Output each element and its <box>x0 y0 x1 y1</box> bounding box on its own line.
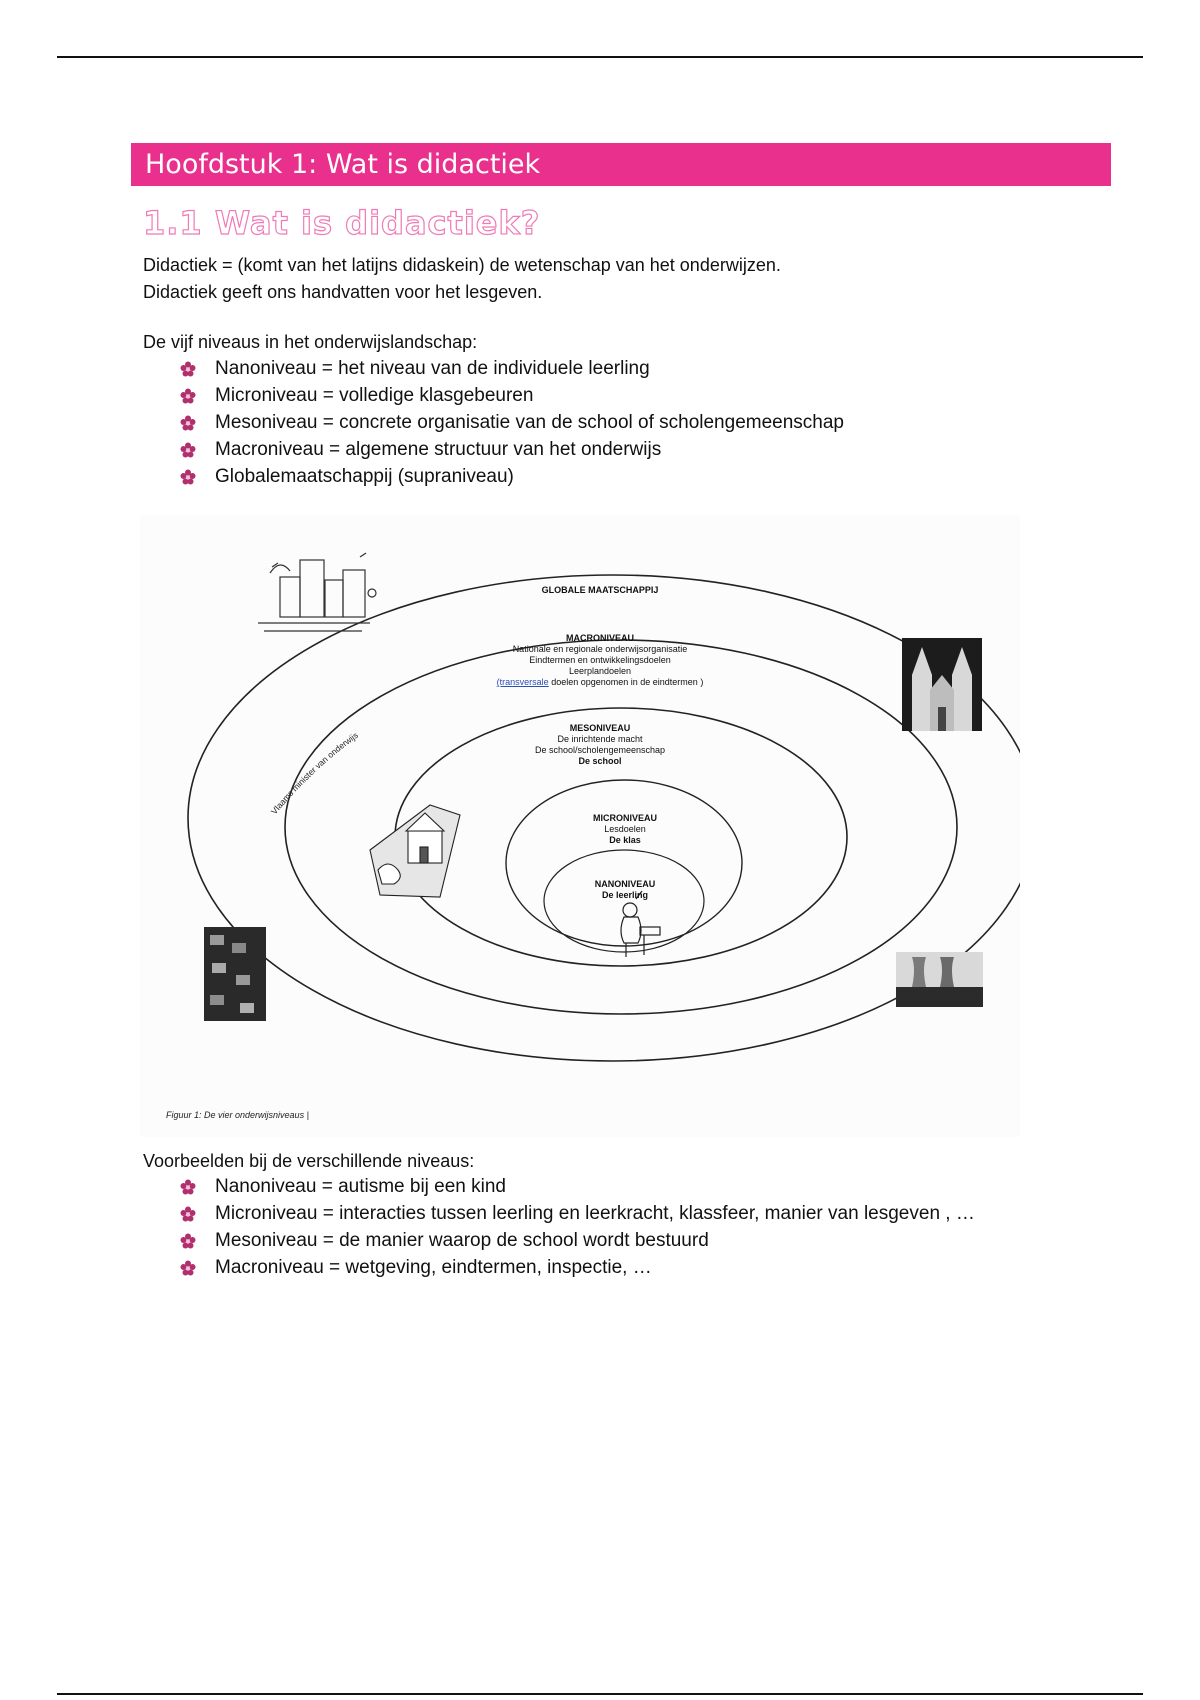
power-plant-photo-icon <box>896 952 983 1007</box>
intro-line-1: Didactiek = (komt van het latijns didaskein) de wetenschap van het onderwijzen. <box>143 255 781 275</box>
levels-list <box>180 355 844 490</box>
micro-title: MICRONIVEAU <box>592 813 657 823</box>
list-item-text: Mesoniveau = de manier waarop de school wordt bestuurd <box>215 1230 709 1251</box>
levels-heading: De vijf niveaus in het onderwijslandschap: <box>143 332 478 352</box>
macro-label-group <box>420 633 780 688</box>
school-sketch-icon <box>370 805 460 897</box>
nano-label-group <box>540 879 710 901</box>
nano-title: NANONIVEAU <box>594 879 656 889</box>
flower-bullet-icon <box>180 1233 196 1249</box>
macro-line-2: Eindtermen en ontwikkelingsdoelen <box>529 655 671 665</box>
city-sketch-icon <box>258 553 376 631</box>
levels-diagram <box>140 515 1020 1137</box>
flower-bullet-icon <box>180 415 196 431</box>
list-item-text: Microniveau = interacties tussen leerling en leerkracht, klassfeer, manier van lesgeven , … <box>215 1203 975 1224</box>
nano-line-1: De leerling <box>601 890 648 900</box>
micro-label-group <box>520 813 730 846</box>
transversale-link[interactable]: (transversale <box>496 677 549 687</box>
meso-label-group <box>440 723 760 767</box>
micro-line-2: De klas <box>609 835 641 845</box>
list-item-text: Macroniveau = wetgeving, eindtermen, inspectie, … <box>215 1257 652 1278</box>
micro-line-1: Lesdoelen <box>604 824 646 834</box>
list-item <box>180 409 844 436</box>
flower-bullet-icon <box>180 361 196 377</box>
meso-line-1: De inrichtende macht <box>557 734 643 744</box>
list-item-text: Nanoniveau = autisme bij een kind <box>215 1176 506 1197</box>
examples-heading: Voorbeelden bij de verschillende niveaus: <box>143 1151 475 1171</box>
intro-line-2: Didactiek geeft ons handvatten voor het lesgeven. <box>143 282 543 302</box>
examples-list <box>180 1173 975 1281</box>
chapter-heading: Hoofdstuk 1: Wat is didactiek <box>131 143 1111 186</box>
list-item <box>180 436 844 463</box>
flower-bullet-icon <box>180 1179 196 1195</box>
flower-bullet-icon <box>180 388 196 404</box>
list-item <box>180 1173 975 1200</box>
list-item <box>180 1227 975 1254</box>
cathedral-photo-icon <box>902 638 982 731</box>
macro-line-3: Leerplandoelen <box>568 666 632 676</box>
list-item-text: Globalemaatschappij (supraniveau) <box>215 466 514 487</box>
bottom-rule <box>57 1693 1143 1695</box>
top-rule <box>57 56 1143 58</box>
flower-bullet-icon <box>180 1206 196 1222</box>
macro-title: MACRONIVEAU <box>565 633 634 643</box>
list-item <box>180 463 844 490</box>
list-item <box>180 1200 975 1227</box>
macro-line-4: doelen opgenomen in de eindtermen ) <box>548 677 704 687</box>
list-item-text: Macroniveau = algemene structuur van het onderwijs <box>215 439 662 460</box>
meso-line-2: De school/scholengemeenschap <box>534 745 666 755</box>
list-item-text: Nanoniveau = het niveau van de individuele leerling <box>215 358 650 379</box>
flower-bullet-icon <box>180 442 196 458</box>
flower-bullet-icon <box>180 1260 196 1276</box>
list-item <box>180 382 844 409</box>
traffic-photo-icon <box>204 927 266 1021</box>
list-item <box>180 1254 975 1281</box>
figure-caption: Figuur 1: De vier onderwijsniveaus | <box>166 1110 309 1120</box>
section-heading: 1.1 Wat is didactiek? <box>143 204 541 242</box>
list-item-text: Microniveau = volledige klasgebeuren <box>215 385 534 406</box>
meso-line-3: De school <box>578 756 622 766</box>
arc-label: Vlaams minister van onderwijs <box>268 729 360 817</box>
list-item <box>180 355 844 382</box>
micro-ellipse <box>506 780 742 946</box>
macro-line-1: Nationale en regionale onderwijsorganisatie <box>512 644 688 654</box>
meso-title: MESONIVEAU <box>569 723 631 733</box>
global-label: GLOBALE MAATSCHAPPIJ <box>541 585 659 595</box>
flower-bullet-icon <box>180 469 196 485</box>
list-item-text: Mesoniveau = concrete organisatie van de school of scholengemeenschap <box>215 412 844 433</box>
